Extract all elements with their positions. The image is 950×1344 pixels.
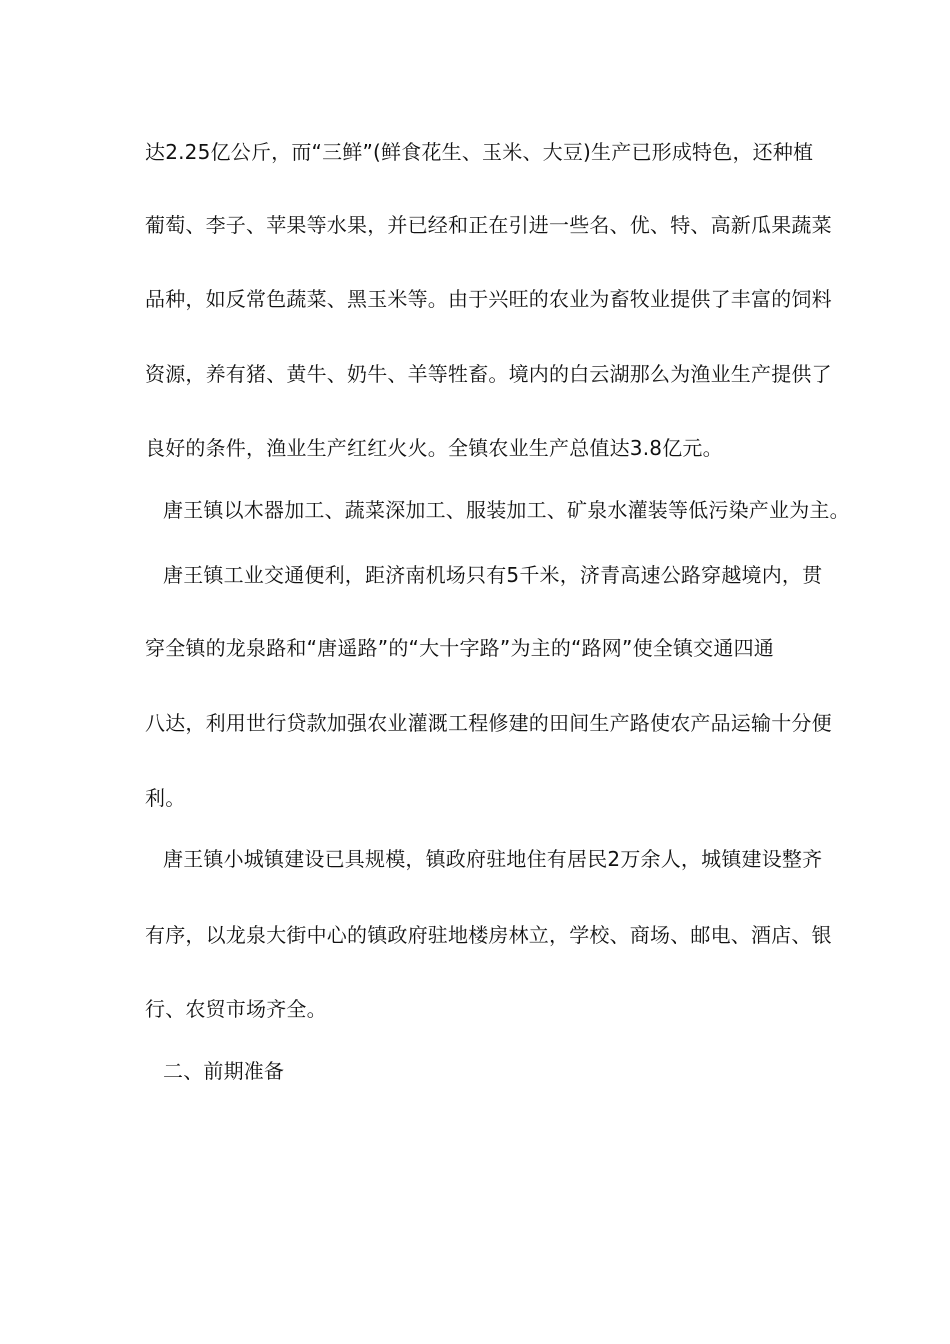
- paragraph-line: 良好的条件，渔业生产红红火火。全镇农业生产总值达3.8亿元。: [145, 436, 723, 460]
- paragraph-line: 达2.25亿公斤，而“三鲜”(鲜食花生、玉米、大豆)生产已形成特色，还种植: [145, 140, 814, 164]
- paragraph-line: 资源，养有猪、黄牛、奶牛、羊等牲畜。境内的白云湖那么为渔业生产提供了: [145, 362, 832, 386]
- paragraph-line: 行、农贸市场齐全。: [145, 997, 327, 1021]
- paragraph-line: 唐王镇工业交通便利，距济南机场只有5千米，济青高速公路穿越境内，贯: [163, 563, 823, 587]
- paragraph-line: 八达，利用世行贷款加强农业灌溉工程修建的田间生产路使农产品运输十分便: [145, 711, 832, 735]
- paragraph-line: 穿全镇的龙泉路和“唐遥路”的“大十字路”为主的“路网”使全镇交通四通: [145, 636, 774, 660]
- paragraph-line: 利。: [145, 786, 186, 810]
- paragraph-line: 葡萄、李子、苹果等水果，并已经和正在引进一些名、优、特、高新瓜果蔬菜: [145, 213, 832, 237]
- paragraph-line: 品种，如反常色蔬菜、黑玉米等。由于兴旺的农业为畜牧业提供了丰富的饲料: [145, 287, 832, 311]
- paragraph-line: 有序，以龙泉大街中心的镇政府驻地楼房林立，学校、商场、邮电、酒店、银: [145, 923, 832, 947]
- paragraph-line: 唐王镇小城镇建设已具规模，镇政府驻地住有居民2万余人，城镇建设整齐: [163, 847, 823, 871]
- paragraph-line: 唐王镇以木器加工、蔬菜深加工、服装加工、矿泉水灌装等低污染产业为主。: [163, 498, 850, 522]
- section-heading: 二、前期准备: [163, 1059, 285, 1083]
